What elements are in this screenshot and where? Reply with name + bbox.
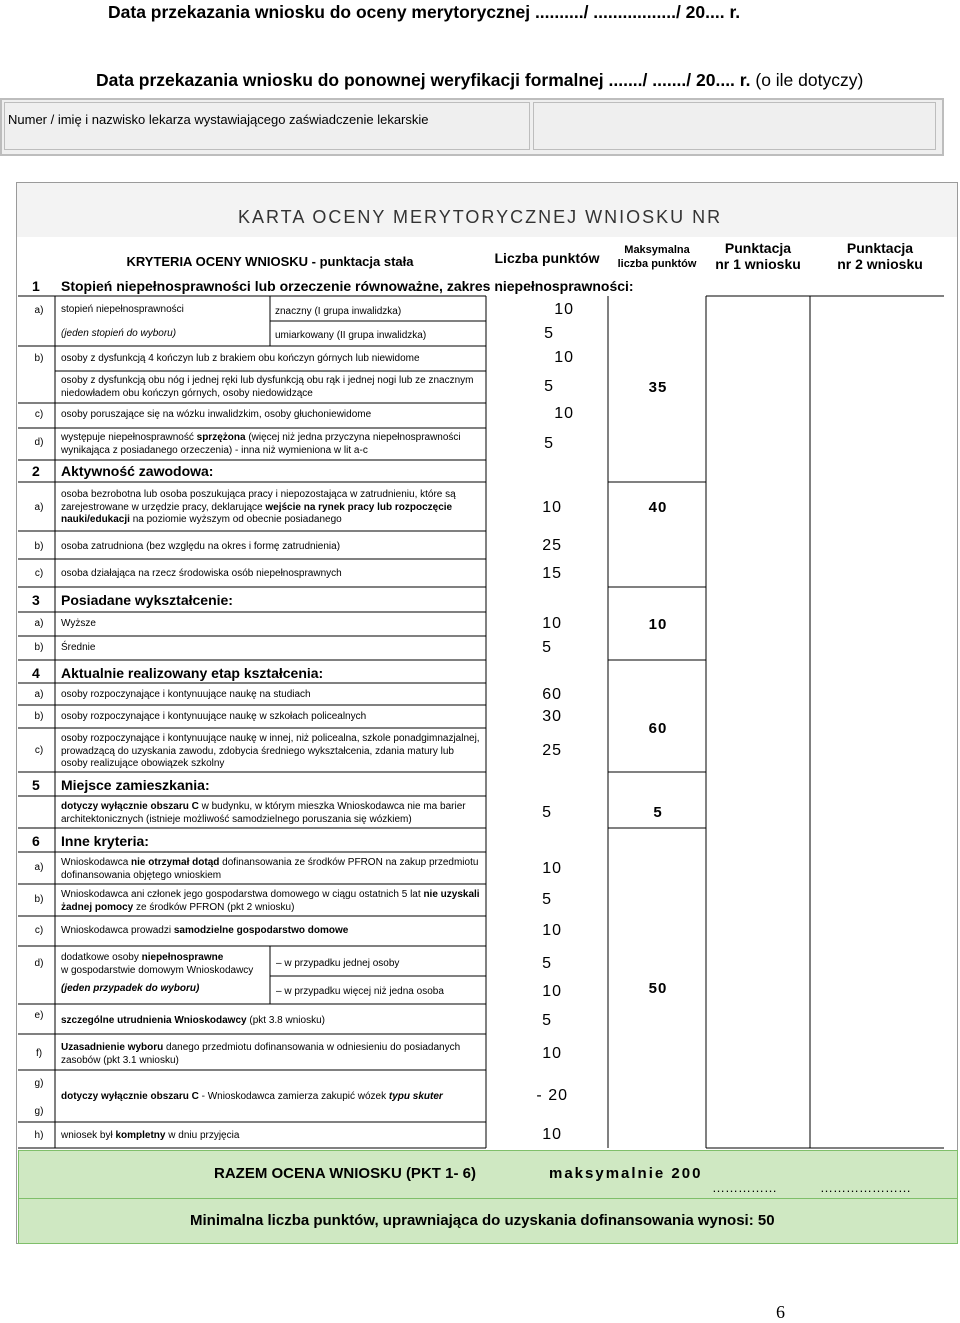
item-note: (jeden przypadek do wyboru) (61, 983, 200, 994)
item-text-bold: nie uzyskali żadnej pomocy (61, 889, 480, 913)
page-number: 6 (776, 1302, 785, 1322)
section-number: 1 (32, 278, 40, 294)
max-header-line1: Maksymalna (624, 244, 690, 256)
item-letter: a) (34, 618, 44, 629)
item-letter: c) (34, 568, 44, 579)
points-value: 5 (542, 804, 552, 821)
item-text-bold: dotyczy wyłącznie obszaru C (61, 801, 199, 812)
item-text (61, 952, 266, 977)
item-letter: h) (34, 1130, 44, 1141)
points-value: 25 (542, 742, 562, 759)
max-header-line2: liczba punktów (617, 258, 697, 270)
points-value: 10 (554, 349, 574, 366)
item-letter: b) (34, 711, 44, 722)
score1-header-line2: nr 1 wniosku (715, 256, 801, 272)
section-title: Aktualnie realizowany etap kształcenia: (61, 665, 324, 681)
item-text-part: Wnioskodawca ani członek jego gospodarstwa domowego w ciągu ostatnich 5 lat (61, 889, 424, 900)
item-text-part: dodatkowe osoby (61, 952, 142, 963)
item-text: osoba zatrudniona (bez względu na okres i formę zatrudnienia) (61, 541, 341, 552)
option-significant: znaczny (I grupa inwalidzka) (275, 306, 402, 317)
reverification-date-label: Data przekazania wniosku do ponownej weryfikacji formalnej ......./ ......./ 20.... r. (96, 70, 751, 90)
max-points-value: 40 (648, 499, 668, 516)
item-text (61, 489, 481, 527)
section-number: 6 (32, 833, 40, 849)
section-title: Aktywność zawodowa: (61, 463, 214, 479)
item-text-part: osoba bezrobotna lub osoba poszukująca pracy i niepozostająca w zatrudnieniu, które są zarejestrowane w urzędzie pracy, deklarujące (61, 489, 456, 513)
max-points-value: 5 (653, 804, 663, 821)
item-text-part: w gospodarstwie domowym Wnioskodawcy (61, 964, 254, 976)
score1-header-line1: Punktacja (724, 240, 792, 256)
points-value: 5 (544, 435, 554, 452)
points-value: 5 (544, 378, 554, 395)
item-text (61, 889, 481, 914)
item-text (61, 432, 481, 457)
item-text: osoby rozpoczynające i kontynuujące naukę w szkołach policealnych (61, 711, 367, 722)
item-text-bold: typu skuter (388, 1091, 443, 1102)
item-text-part: Wnioskodawca prowadzi (61, 925, 174, 936)
item-letter: a) (34, 862, 44, 873)
points-value: 10 (542, 983, 562, 1000)
max-points-value: 10 (648, 616, 668, 633)
item-text-bold: nie otrzymał dotąd (131, 857, 220, 868)
item-text (61, 925, 481, 938)
item-letter: c) (34, 409, 44, 420)
item-letter: a) (34, 689, 44, 700)
score2-total-field[interactable]: ………………… (820, 1180, 911, 1195)
item-text-bold: dotyczy wyłącznie obszaru C (61, 1091, 199, 1102)
item-text-part: występuje niepełnosprawność (61, 432, 197, 443)
max-points-value: 50 (648, 980, 668, 997)
section-title: Stopień niepełnosprawności lub orzeczenie równoważne, zakres niepełnosprawności: (61, 278, 634, 294)
card-title: KARTA OCENY MERYTORYCZNEJ WNIOSKU NR (238, 207, 723, 227)
item-text (61, 801, 481, 826)
points-value: 10 (542, 1126, 562, 1143)
item-letter: a) (34, 305, 44, 316)
item-text (61, 1042, 481, 1067)
item-text-part: danego przedmiotu dofinansowania w odniesieniu do posiadanych zasobów (pkt 3.1 wniosku) (61, 1042, 461, 1066)
item-text-part: dofinansowania ze środków PFRON na zakup przedmiotu dofinansowania objętego wnioskiem (61, 857, 479, 881)
item-text: osoby z dysfunkcją 4 kończyn lub z brakiem obu kończyn górnych lub niewidome (61, 353, 420, 364)
section-title: Posiadane wykształcenie: (61, 592, 233, 608)
item-text-bold: szczególne utrudnienia Wnioskodawcy (61, 1015, 247, 1026)
item-letter: c) (34, 925, 44, 936)
max-points-value: 60 (648, 720, 668, 737)
points-value: 10 (542, 615, 562, 632)
item-letter: b) (34, 894, 44, 905)
item-text-part: ze środków PFRON (pkt 2 wniosku) (133, 901, 295, 913)
points-column-header: Liczba punktów (494, 250, 600, 266)
evaluation-date-line: Data przekazania wniosku do oceny merytorycznej ........../ ................./ 20.... r. (108, 2, 741, 22)
points-value: 10 (554, 301, 574, 318)
item-text: osoby poruszające się na wózku inwalidzkim, osoby głuchoniewidome (61, 409, 372, 420)
item-letter: d) (34, 958, 44, 969)
points-value: 30 (542, 708, 562, 725)
item-letter: a) (34, 502, 44, 513)
total-label: RAZEM OCENA WNIOSKU (PKT 1- 6) (214, 1165, 476, 1182)
score1-column-header (706, 240, 810, 272)
item-letter: c) (34, 745, 44, 756)
item-letter: g) (34, 1106, 44, 1117)
item-text-part: Wnioskodawca (61, 857, 132, 868)
points-value: 5 (542, 1012, 552, 1029)
item-text-part: w budynku, w którym mieszka Wnioskodawca nie ma barier architektonicznych (istnieje możliwość samodzielnego poruszania się wózkiem) (61, 801, 466, 825)
points-value: 60 (542, 686, 562, 703)
points-value: 10 (542, 1045, 562, 1062)
criteria-column-header: KRYTERIA OCENY WNIOSKU - punktacja stała (126, 254, 414, 269)
item-letter: b) (34, 642, 44, 653)
score2-header-line2: nr 2 wniosku (837, 256, 923, 272)
item-letter: b) (34, 353, 44, 364)
item-text (61, 1130, 481, 1143)
item-text-part: w dniu przyjęcia (165, 1130, 240, 1141)
item-text-bold: Uzasadnienie wyboru (61, 1042, 164, 1053)
item-text (61, 857, 481, 882)
item-text-part: - Wnioskodawca zamierza zakupić wózek (198, 1091, 389, 1102)
score2-column-header (820, 240, 940, 272)
option-moderate: umiarkowany (II grupa inwalidzka) (275, 330, 427, 341)
total-row (18, 1150, 958, 1200)
points-value: 10 (542, 499, 562, 516)
section-number: 3 (32, 592, 40, 608)
max-points-value: 35 (648, 379, 668, 396)
item-letter: b) (34, 541, 44, 552)
item-letter: f) (35, 1048, 43, 1059)
total-max: maksymalnie 200 (549, 1165, 703, 1182)
points-value: 10 (542, 860, 562, 877)
section-number: 4 (32, 665, 40, 681)
option-one-person: – w przypadku jednej osoby (276, 958, 400, 969)
item-letter: d) (34, 437, 44, 448)
points-value: 5 (542, 955, 552, 972)
reverification-optional-note: (o ile dotyczy) (750, 70, 864, 90)
score2-header-line1: Punktacja (846, 240, 914, 256)
points-value: 15 (542, 565, 562, 582)
item-text-part: (więcej niż jedna przyczyna niepełnosprawności wynikająca z posiadanego orzeczenia) - inna niż wymieniona w lit a-c (61, 432, 461, 456)
doctor-label: Numer / imię i nazwisko lekarza wystawiającego zaświadczenie lekarskie (8, 112, 429, 127)
item-text: Średnie (61, 642, 96, 653)
minimum-text: Minimalna liczba punktów, uprawniająca do uzyskania dofinansowania wynosi: 50 (190, 1212, 775, 1229)
points-value: 5 (542, 639, 552, 656)
item-letter: e) (34, 1010, 44, 1021)
disability-degree-note: (jeden stopień do wyboru) (61, 328, 177, 339)
item-text (61, 1091, 481, 1104)
points-value: - 20 (536, 1087, 568, 1104)
points-value: 5 (542, 891, 552, 908)
item-text-part: na poziomie wyższym od obecnie posiadanego (129, 514, 342, 525)
item-text-bold: samodzielne gospodarstwo domowe (173, 925, 349, 936)
section-number: 5 (32, 777, 40, 793)
section-title: Inne kryteria: (61, 833, 149, 849)
score1-total-field[interactable]: …………… (712, 1180, 777, 1195)
item-text: osoba działająca na rzecz środowiska osób niepełnosprawnych (61, 568, 342, 579)
item-text-part: wniosek był (61, 1130, 116, 1141)
item-text: osoby rozpoczynające i kontynuujące naukę w innej, niż policealna, szkole ponadgimnazjalnej, prowadzącą do uzyskania zawodu, zdobycia średniego wykształcenia, zdania matury lub osoby realizujące obowiązek szkolny (61, 733, 480, 769)
item-text-bold: kompletny (115, 1130, 166, 1141)
item-text-part: (pkt 3.8 wniosku) (246, 1015, 325, 1026)
disability-degree-label: stopień niepełnosprawności (61, 304, 184, 315)
max-column-header (608, 243, 706, 271)
points-value: 5 (544, 325, 554, 342)
item-text: Wyższe (61, 618, 96, 629)
item-text-bold: wejście na rynek pracy lub rozpoczęcie nauki/edukacji (61, 501, 453, 525)
item-text: osoby z dysfunkcją obu nóg i jednej ręki lub dysfunkcją obu rąk i jednej nogi lub ze znacznym niedowładem obu kończyn górnych, osoby niedowidzące (61, 375, 474, 399)
item-text: osoby rozpoczynające i kontynuujące naukę na studiach (61, 689, 311, 700)
option-more-persons: – w przypadku więcej niż jedna osoba (276, 986, 444, 997)
item-text-bold: sprzężona (196, 432, 246, 443)
points-value: 10 (554, 405, 574, 422)
item-text (61, 1015, 481, 1028)
item-text-bold: niepełnosprawne (141, 952, 224, 963)
section-number: 2 (32, 463, 40, 479)
points-value: 25 (542, 537, 562, 554)
section-title: Miejsce zamieszkania: (61, 777, 210, 793)
points-value: 10 (542, 922, 562, 939)
item-letter: g) (34, 1078, 44, 1089)
